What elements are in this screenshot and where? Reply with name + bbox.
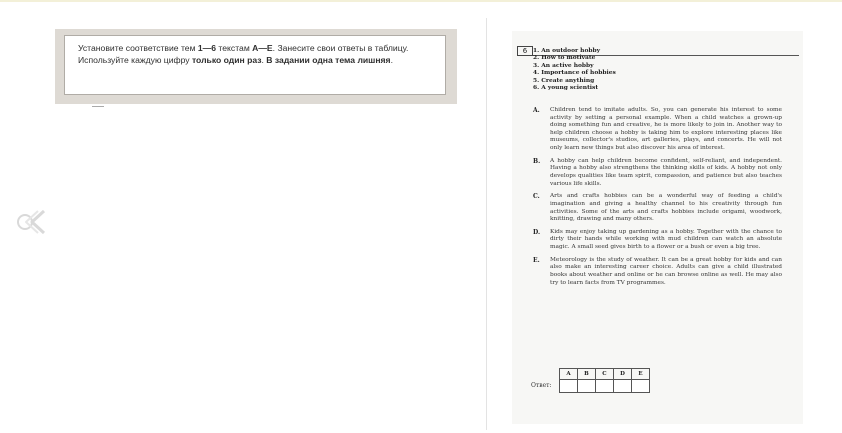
topic-item: 5. Create anything (533, 76, 595, 84)
text-block (533, 158, 783, 188)
answer-column-header: D (614, 369, 632, 380)
instruction-card (55, 29, 457, 104)
answer-table (559, 368, 650, 393)
answer-column-header: B (578, 369, 596, 380)
topic-item: 3. An active hobby (533, 61, 594, 69)
answer-cell[interactable] (632, 380, 650, 393)
text-letter: E. (533, 256, 540, 264)
text-block (533, 229, 783, 252)
answer-cell[interactable] (614, 380, 632, 393)
task-page (512, 31, 803, 424)
instruction-emphasis: только один раз (191, 55, 262, 65)
topic-item: 4. Importance of hobbies (533, 69, 616, 77)
top-rule (0, 0, 842, 2)
topic-item: 6. A young scientist (533, 84, 599, 92)
instruction-emphasis: В задании одна тема лишняя (266, 55, 391, 65)
text-letter: D. (533, 228, 541, 236)
topic-item: 1. An outdoor hobby (533, 47, 601, 54)
answer-cell[interactable] (560, 380, 578, 393)
instruction-part: . (390, 55, 393, 65)
text-block (533, 107, 783, 153)
panel-divider (486, 18, 487, 430)
answer-column-header: E (632, 369, 650, 380)
text-body: Children tend to imitate adults. So, you can generate his interest to some activity by setting a personal example. When a child watches a grown-up doing something fun and creative, he is more likely to join in. Another way to help children choose a hobby is taking him to explore interesting places like museums, collector's studios, art galleries, plays, and concerts. He will not only learn new things but also discover his area of interest. (550, 107, 782, 151)
topic-list (533, 47, 788, 91)
text-body: Kids may enjoy taking up gardening as a hobby. Together with the chance to dirty their hands while working with mud children can watch an absolute magic. A small seed gives birth to a flower or a bush or even a big tree. (550, 228, 782, 251)
answer-label: Ответ: (531, 382, 552, 389)
instruction-range: 1—6 (197, 43, 217, 53)
instruction-part: . Занесите свои ответы в таблицу. Используйте каждую цифру (78, 43, 409, 65)
answer-column-header: C (596, 369, 614, 380)
text-body: Meteorology is the study of weather. It can be a great hobby for kids and can also make an interesting career choice. Adults can give a child illustrated books about weather and online or he can browse online as well. He may also try to learn facts from TV programmes. (550, 256, 782, 286)
instruction-text (78, 42, 442, 66)
instruction-frame (64, 35, 446, 95)
task-number: 6 (517, 46, 533, 56)
text-letter: B. (533, 157, 541, 165)
instruction-letters: A—E (252, 43, 273, 53)
text-letter: A. (533, 107, 540, 114)
answer-column-header: A (560, 369, 578, 380)
topic-item: 2. How to motivate (533, 54, 596, 62)
text-block (533, 257, 783, 287)
text-body: Arts and crafts hobbies can be a wonderful way of feeding a child's imagination and giving a healthy channel to his creativity through fun activities. Some of the arts and crafts hobbies include origami, woodwork, knitting, drawing and many others. (550, 193, 782, 223)
text-list (533, 107, 783, 292)
answer-cell[interactable] (596, 380, 614, 393)
text-body: A hobby can help children become confident, self-reliant, and independent. Having a hobby also strengthens the thinking skills of kids. A hobby not only develops qualities like team spirit, compassion, and patience but also teaches various life skills. (550, 157, 782, 187)
answer-cell[interactable] (578, 380, 596, 393)
dash-mark (92, 106, 104, 107)
instruction-part: . (261, 55, 267, 65)
back-icon[interactable] (10, 208, 50, 238)
text-letter: C. (533, 193, 540, 201)
instruction-part: текстам (216, 43, 253, 53)
instruction-part: Установите соответствие тем (78, 43, 198, 53)
text-block (533, 193, 783, 223)
